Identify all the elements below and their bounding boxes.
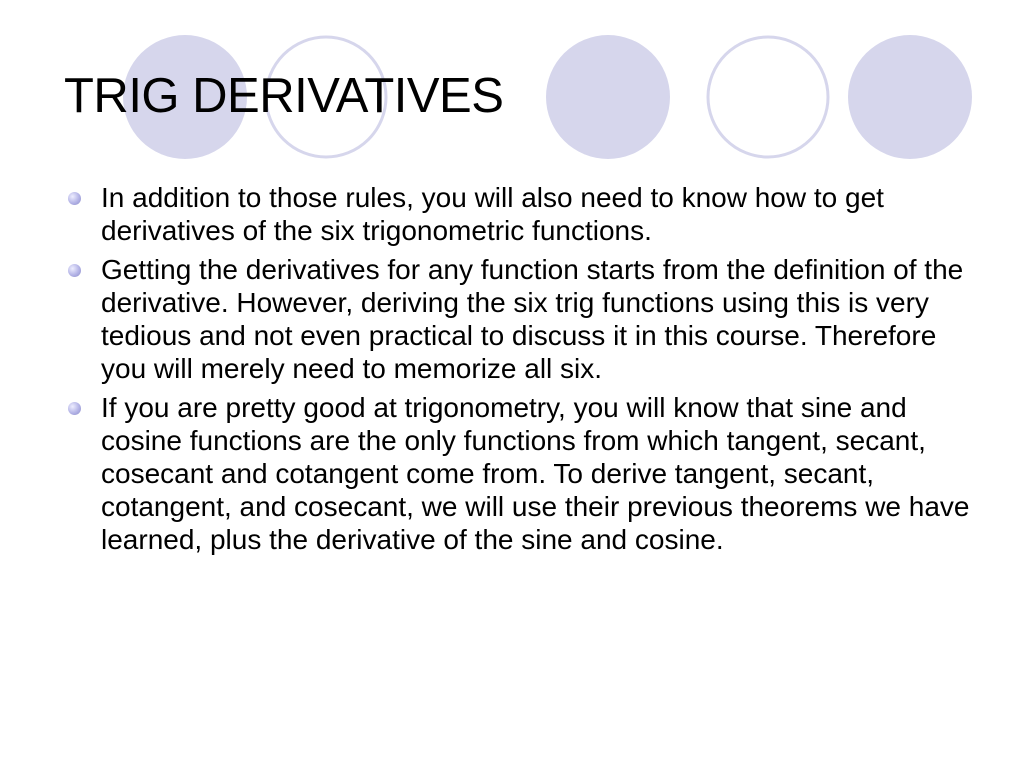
- slide-title: TRIG DERIVATIVES: [64, 69, 504, 123]
- decor-circle-outline-2: [708, 37, 828, 157]
- decor-circle-filled-3: [848, 35, 972, 159]
- bullet-item: [66, 253, 971, 385]
- bullet-item: [66, 391, 971, 556]
- bullet-text: Getting the derivatives for any function starts from the definition of the derivative. However, deriving the six trig functions using this is very tedious and not even practical to discuss it in this course. Therefore you will merely need to memorize all six.: [101, 254, 964, 384]
- decor-circle-filled-2: [546, 35, 670, 159]
- bullet-text: In addition to those rules, you will also need to know how to get derivatives of the six trigonometric functions.: [101, 182, 884, 246]
- bullet-item: [66, 181, 971, 247]
- bullet-list: [66, 181, 971, 562]
- bullet-dot-icon: [68, 264, 81, 277]
- bullet-dot-icon: [68, 402, 81, 415]
- bullet-text: If you are pretty good at trigonometry, you will know that sine and cosine functions are the only functions from which tangent, secant, cosecant and cotangent come from. To derive tangent, secant, cotangent, and cosecant, we will use their previous theorems we have learned, plus the derivative of the sine and cosine.: [101, 392, 970, 555]
- bullet-dot-icon: [68, 192, 81, 205]
